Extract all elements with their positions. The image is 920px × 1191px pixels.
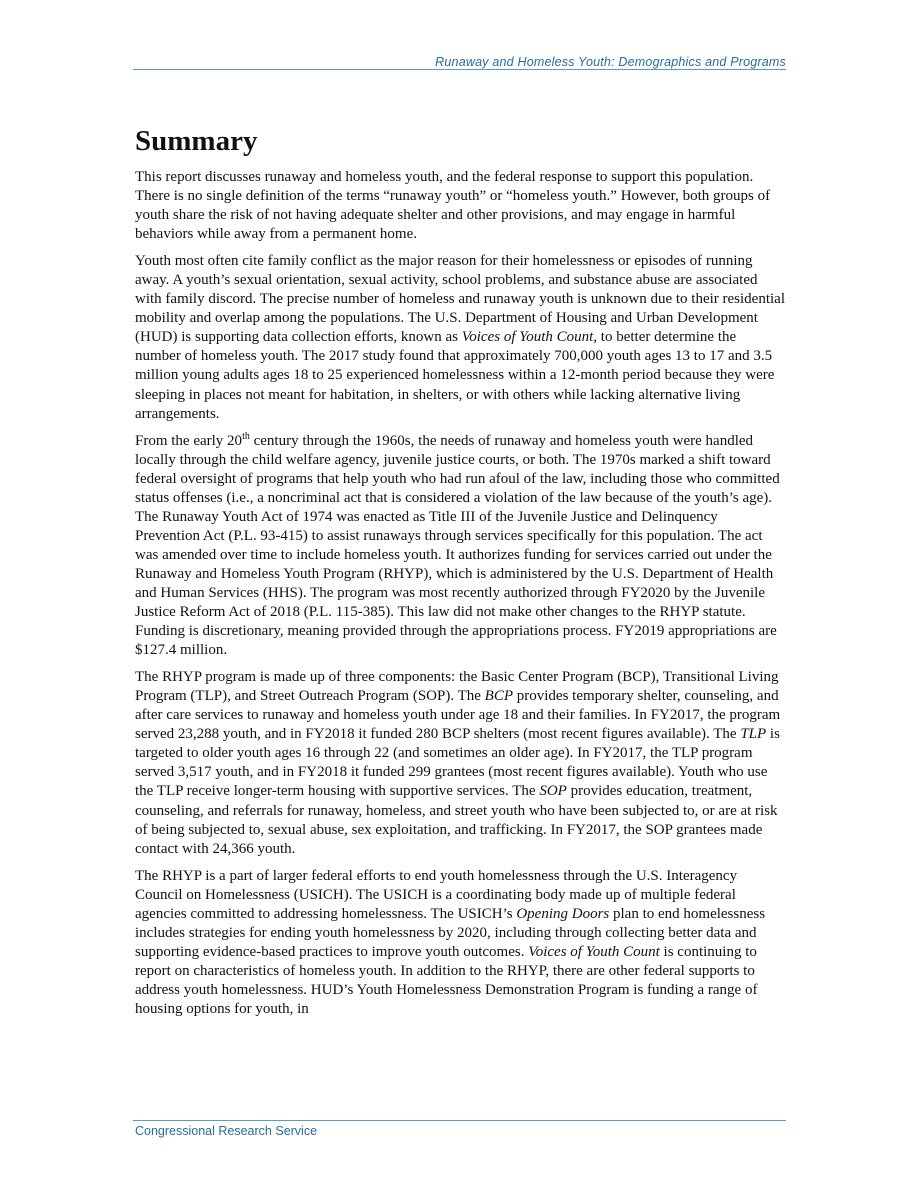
section-title: Summary — [135, 125, 258, 157]
paragraph-4-part-d: provides education, treatment, counseling, and referrals for runaway, homeless, and street youth who have been subjected to, or are at risk of being subjected to, sexual abuse, sex exploitation, and trafficking. In FY2017, the SOP grantees made contact with 24,366 youth. — [135, 783, 778, 857]
paragraph-4 — [135, 668, 785, 858]
summary-body — [135, 168, 785, 1027]
voices-of-youth-count-italic-2: Voices of Youth Count — [528, 943, 660, 960]
paragraph-2-part-a: Youth most often cite family conflict as the major reason for their homelessness or episodes of running away. A youth’s sexual orientation, sexual activity, school problems, and substance abuse are associated with family discord. The precise number of homeless and runaway youth is unknown due to their residential mobility and overlap among the populations. The U.S. Department of Housing and Urban Development (HUD) is supporting data collection efforts, known as — [135, 253, 785, 346]
ordinal-superscript: th — [242, 430, 250, 442]
running-header-title: Runaway and Homeless Youth: Demographics and Programs — [435, 55, 786, 69]
paragraph-2-part-b: to better determine the number of homeless youth. The 2017 study found that approximately 700,000 youth ages 13 to 17 and 3.5 million young adults ages 18 to 25 experienced homelessness within a 12-month period because they were sleeping in places not meant for habitation, in shelters, or with others while lacking alternative living arrangements. — [135, 329, 775, 422]
voices-of-youth-count-italic: Voices of Youth Count, — [461, 329, 598, 346]
header-divider — [133, 69, 786, 70]
tlp-italic: TLP — [740, 726, 767, 743]
sop-italic: SOP — [539, 783, 567, 800]
paragraph-5-part-a: The RHYP is a part of larger federal efforts to end youth homelessness through the U.S. Interagency Council on Homelessness (USICH). The USICH is a coordinating body made up of multiple federal agencies committed to addressing homelessness. The USICH’s — [135, 867, 738, 922]
paragraph-3-part-a: From the early 20 — [135, 432, 243, 449]
footer-label: Congressional Research Service — [135, 1124, 318, 1138]
paragraph-1 — [135, 168, 785, 244]
paragraph-5-part-c: is continuing to report on characteristics of homeless youth. In addition to the RHYP, there are other federal supports to address youth homelessness. HUD’s Youth Homelessness Demonstration Program is funding a range of housing options for youth, in — [135, 943, 758, 1017]
paragraph-2 — [135, 252, 785, 423]
opening-doors-italic: Opening Doors — [516, 905, 610, 922]
bcp-italic: BCP — [484, 688, 513, 705]
paragraph-5-part-b: plan to end homelessness includes strategies for ending youth homelessness by 2020, including through collecting better data and supporting evidence-based practices to improve youth outcomes. — [135, 905, 766, 960]
footer-divider — [133, 1120, 786, 1121]
paragraph-4-part-a: The RHYP program is made up of three components: the Basic Center Program (BCP), Transitional Living Program (TLP), and Street Outreach Program (SOP). The — [135, 669, 779, 705]
paragraph-4-part-c: is targeted to older youth ages 16 through 22 (and sometimes an older age). In FY2017, the TLP program served 3,517 youth, and in FY2018 it funded 299 grantees (most recent figures available). Youth who use the TLP receive longer-term housing with supportive services. The — [135, 726, 780, 800]
paragraph-4-part-b: provides temporary shelter, counseling, and after care services to runaway and homeless youth under age 18 and their families. In FY2017, the program served 23,288 youth, and in FY2018 it funded 280 BCP shelters (most recent figures available). The — [135, 688, 781, 743]
paragraph-3-part-b: century through the 1960s, the needs of runaway and homeless youth were handled locally through the child welfare agency, juvenile justice courts, or both. The 1970s marked a shift toward federal oversight of programs that help youth who had run afoul of the law, including those who committed status offenses (i.e., a noncriminal act that is considered a violation of the law because of the youth’s age). The Runaway Youth Act of 1974 was enacted as Title III of the Juvenile Justice and Delinquency Prevention Act (P.L. 93-415) to assist runaways through services specifically for this population. The act was amended over time to include homeless youth. It authorizes funding for services carried out under the Runaway and Homeless Youth Program (RHYP), which is administered by the U.S. Department of Health and Human Services (HHS). The program was most recently authorized through FY2020 by the Juvenile Justice Reform Act of 2018 (P.L. 115-385). This law did not make other changes to the RHYP statute. Funding is discretionary, meaning provided through the appropriations process. FY2019 appropriations are $127.4 million. — [135, 432, 780, 659]
paragraph-1-text: This report discusses runaway and homeless youth, and the federal response to support this population. There is no single definition of the terms “runaway youth” or “homeless youth.” However, both groups of youth share the risk of not having adequate shelter and other provisions, and may engage in harmful behaviors while away from a permanent home. — [135, 169, 771, 243]
paragraph-3 — [135, 432, 785, 661]
paragraph-5 — [135, 867, 785, 1019]
